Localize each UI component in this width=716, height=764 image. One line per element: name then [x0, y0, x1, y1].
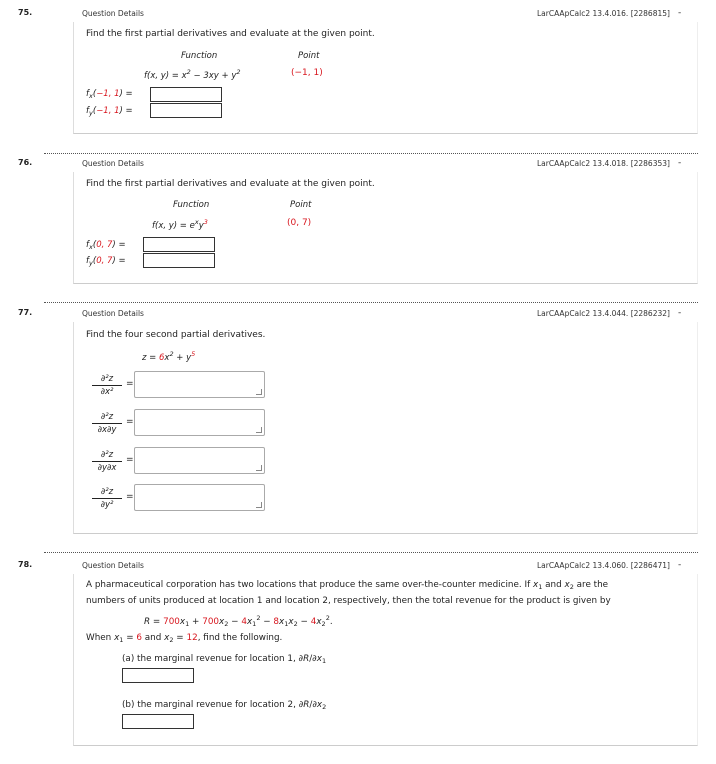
- question-prompt: Find the four second partial derivatives.: [86, 330, 266, 340]
- resize-grip-icon[interactable]: [256, 502, 262, 508]
- part-a-answer-input[interactable]: [122, 668, 194, 683]
- part-b-label: (b) the marginal revenue for location 2, $\partial R/\partial x_2$: [122, 700, 327, 711]
- collapse-toggle[interactable]: -: [678, 158, 682, 168]
- equals-sign: =: [126, 417, 134, 427]
- resize-grip-icon[interactable]: [256, 465, 262, 471]
- question-details-link[interactable]: Question Details: [82, 9, 144, 18]
- question-number: 77.: [18, 308, 33, 317]
- column-header-function: Function: [181, 51, 218, 61]
- second-partial-yx: $\frac{\text{∂²z}}{\partial y\partial x}$: [92, 450, 122, 473]
- question-ref: LarCAApCalc2 13.4.060. [2286471]: [537, 561, 670, 570]
- fx-label: $f_x(-1$, 1) =: [86, 89, 133, 100]
- function-expression: f(x, $y) = e^xy^3$: [152, 218, 208, 231]
- second-partial-yy: $\frac{\text{∂²z}}{\text{∂y²}}$: [92, 487, 122, 510]
- collapse-toggle[interactable]: -: [678, 560, 682, 570]
- question-prompt-line-1: A pharmaceutical corporation has two locations that produce the same over-the-counter medicine. If $x_1$ and $x_2$ are the: [86, 580, 609, 591]
- revenue-expression: $R = 700x_1 + 700x_2 - 4x_1^2 - 8x_1x_2 - 4x_2^2$.: [144, 614, 333, 628]
- second-partial-xy: $\frac{\text{∂²z}}{\partial x\partial y}$: [92, 412, 122, 435]
- point-value: (−1, 1): [291, 68, 323, 78]
- function-expression: f(x, $y) = x^2 - 3xy + y^2$: [144, 68, 241, 81]
- question-prompt-line-2: numbers of units produced at location 1 and location 2, respectively, then the total revenue for the product is given by: [86, 596, 611, 606]
- resize-grip-icon[interactable]: [256, 389, 262, 395]
- question-number: 76.: [18, 158, 33, 167]
- fy-label: $f_y(-1$, 1) =: [86, 106, 133, 117]
- equals-sign: =: [126, 492, 134, 502]
- second-partial-xx: $\frac{\text{∂²z}}{\text{∂x²}}$: [92, 374, 122, 397]
- separator: [44, 153, 698, 154]
- question-prompt: Find the first partial derivatives and evaluate at the given point.: [86, 29, 375, 39]
- answer-xx-textarea[interactable]: [134, 371, 265, 398]
- question-ref: LarCAApCalc2 13.4.044. [2286232]: [537, 309, 670, 318]
- question-details-link[interactable]: Question Details: [82, 561, 144, 570]
- fx-answer-input[interactable]: [143, 237, 215, 252]
- question-number: 75.: [18, 8, 33, 17]
- column-header-point: Point: [290, 200, 312, 210]
- question-details-link[interactable]: Question Details: [82, 159, 144, 168]
- fy-answer-input[interactable]: [143, 253, 215, 268]
- answer-yy-textarea[interactable]: [134, 484, 265, 511]
- question-ref: LarCAApCalc2 13.4.018. [2286353]: [537, 159, 670, 168]
- part-a-label: (a) the marginal revenue for location 1, $\partial R/\partial x_1$: [122, 654, 327, 665]
- question-details-link[interactable]: Question Details: [82, 309, 144, 318]
- equals-sign: =: [126, 379, 134, 389]
- column-header-point: Point: [298, 51, 320, 61]
- collapse-toggle[interactable]: -: [678, 8, 682, 18]
- fy-answer-input[interactable]: [150, 103, 222, 118]
- part-b-answer-input[interactable]: [122, 714, 194, 729]
- answer-xy-textarea[interactable]: [134, 409, 265, 436]
- resize-grip-icon[interactable]: [256, 427, 262, 433]
- separator: [44, 552, 698, 553]
- when-line: When $x_1 = 6$ and $x_2 = 12$, find the following.: [86, 633, 283, 644]
- answer-yx-textarea[interactable]: [134, 447, 265, 474]
- fx-answer-input[interactable]: [150, 87, 222, 102]
- point-value: (0, 7): [287, 218, 312, 228]
- separator: [44, 302, 698, 303]
- question-ref: LarCAApCalc2 13.4.016. [2286815]: [537, 9, 670, 18]
- question-prompt: Find the first partial derivatives and evaluate at the given point.: [86, 179, 375, 189]
- fx-label: $f_x(0$, 7) =: [86, 240, 126, 251]
- z-expression: $z = 6x^2 + y^5$: [142, 350, 196, 363]
- fy-label: $f_y(0$, 7) =: [86, 256, 126, 267]
- question-number: 78.: [18, 560, 33, 569]
- column-header-function: Function: [173, 200, 210, 210]
- equals-sign: =: [126, 455, 134, 465]
- collapse-toggle[interactable]: -: [678, 308, 682, 318]
